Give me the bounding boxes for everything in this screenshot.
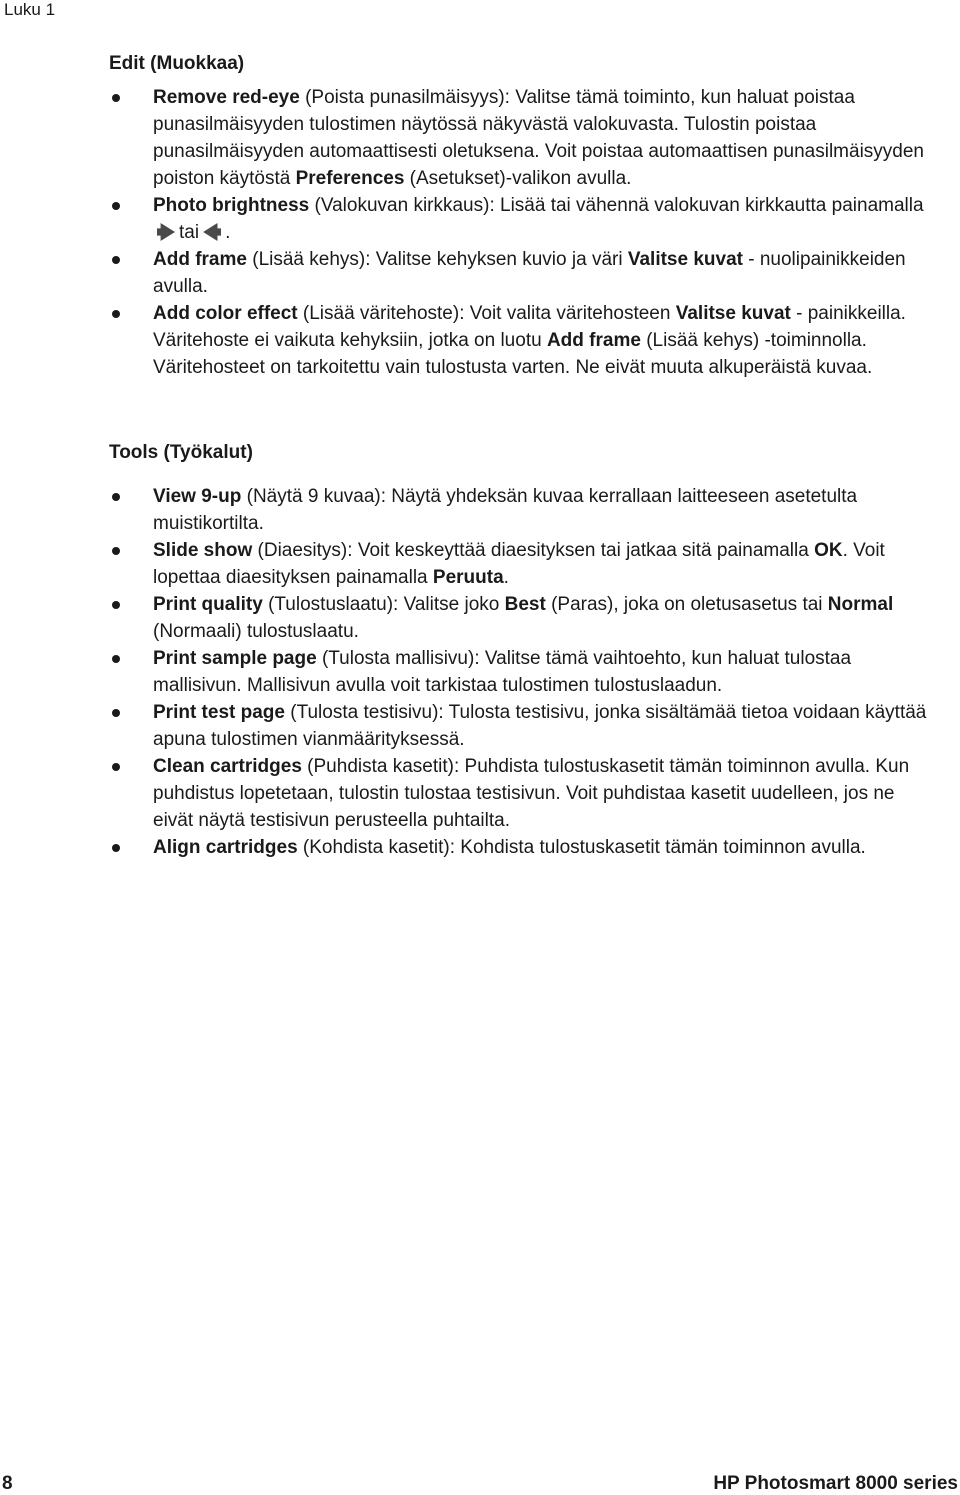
edit-heading: Edit (Muokkaa) — [109, 53, 245, 74]
term: Valitse kuvat — [675, 303, 791, 324]
bullet-icon — [112, 493, 120, 501]
right-arrow-icon — [157, 223, 175, 241]
term: OK — [814, 540, 843, 561]
bullet-icon — [112, 601, 120, 609]
description: (Kohdista kasetit): Kohdista tulostuskasetit tämän toiminnon avulla. — [297, 837, 866, 858]
description: (Paras), joka on oletusasetus tai — [545, 594, 828, 615]
list-item-view-9-up — [109, 483, 939, 537]
chapter-label: Luku 1 — [4, 0, 56, 19]
list-item-remove-red-eye — [109, 84, 939, 192]
term: Valitse kuvat — [627, 249, 743, 270]
term: Add color effect — [153, 303, 298, 324]
term: Normal — [827, 594, 894, 615]
term: Print sample page — [153, 648, 317, 669]
description: - painikkeilla. Väritehoste ei vaikuta kehyksiin, jotka on luotu — [153, 303, 906, 351]
description: (Lisää väritehoste): Voit valita väritehosteen — [297, 303, 676, 324]
description: (Puhdista kasetit): Puhdista tulostuskasetit tämän toiminnon avulla. Kun puhdistus lopetetaan, tulostin tulostaa testisivun. Voit puhdistaa kasetit uudelleen, jos ne eivät näytä testisivun perusteella puhtailta. — [153, 756, 910, 831]
description: . — [503, 567, 509, 588]
tools-list — [109, 483, 939, 861]
list-item-print-sample-page — [109, 645, 939, 699]
term: Photo brightness — [153, 195, 310, 216]
bullet-icon — [112, 310, 120, 318]
term: Print test page — [153, 702, 285, 723]
bullet-icon — [112, 709, 120, 717]
edit-list — [109, 84, 939, 381]
bullet-icon — [112, 763, 120, 771]
description: (Tulosta mallisivu): Valitse tämä vaihtoehto, kun haluat tulostaa mallisivun. Mallisivun avulla voit tarkistaa tulostimen tulostuslaadun. — [153, 648, 852, 696]
list-item-clean-cartridges — [109, 753, 939, 834]
page-number: 8 — [2, 1473, 13, 1494]
term: Preferences — [295, 168, 405, 189]
description: . — [225, 222, 231, 243]
list-item-slide-show — [109, 537, 939, 591]
description: (Asetukset)-valikon avulla. — [404, 168, 632, 189]
left-arrow-icon — [203, 223, 221, 241]
bullet-icon — [112, 547, 120, 555]
edit-section — [109, 52, 939, 381]
term: Print quality — [153, 594, 263, 615]
description: (Diaesitys): Voit keskeyttää diaesityksen tai jatkaa sitä painamalla — [252, 540, 815, 561]
term: View 9-up — [153, 486, 242, 507]
description: (Tulostuslaatu): Valitse joko — [262, 594, 505, 615]
description: (Valokuvan kirkkaus): Lisää tai vähennä valokuvan kirkkautta painamalla — [309, 195, 924, 216]
list-item-align-cartridges — [109, 834, 939, 861]
term: Best — [504, 594, 546, 615]
description: . Voit lopettaa diaesityksen painamalla — [153, 540, 885, 588]
description: (Lisää kehys): Valitse kehyksen kuvio ja väri — [246, 249, 628, 270]
term: Add frame — [546, 330, 641, 351]
list-item-add-frame — [109, 246, 939, 300]
bullet-icon — [112, 655, 120, 663]
term: Slide show — [153, 540, 253, 561]
footer-title: HP Photosmart 8000 series — [713, 1473, 958, 1494]
list-item-print-test-page — [109, 699, 939, 753]
list-item-add-color-effect — [109, 300, 939, 381]
bullet-icon — [112, 94, 120, 102]
description: (Normaali) tulostuslaatu. — [153, 621, 359, 642]
term: Peruuta — [432, 567, 504, 588]
term: Clean cartridges — [153, 756, 302, 777]
bullet-icon — [112, 256, 120, 264]
description: (Lisää kehys) -toiminnolla. Väritehosteet on tarkoitettu vain tulostusta varten. Ne eivät muuta alkuperäistä kuvaa. — [153, 330, 873, 378]
description: - nuolipainikkeiden avulla. — [153, 249, 906, 297]
bullet-icon — [112, 202, 120, 210]
term: Remove red-eye — [153, 87, 300, 108]
description: (Tulosta testisivu): Tulosta testisivu, jonka sisältämää tietoa voidaan käyttää apuna tulostimen vianmäärityksessä. — [153, 702, 927, 750]
tools-heading: Tools (Työkalut) — [109, 442, 253, 463]
term: Align cartridges — [153, 837, 298, 858]
bullet-icon — [112, 844, 120, 852]
term: Add frame — [153, 249, 247, 270]
description: tai — [179, 222, 200, 243]
description: (Poista punasilmäisyys): Valitse tämä toiminto, kun haluat poistaa punasilmäisyyden tulostimen näytössä näkyvästä valokuvasta. Tulostin poistaa punasilmäisyyden automaattisesti oletuksena. Voit poistaa automaattisen punasilmäisyyden poiston käytöstä — [153, 87, 925, 189]
tools-section — [109, 441, 939, 861]
list-item-print-quality — [109, 591, 939, 645]
list-item-photo-brightness — [109, 192, 939, 246]
description: (Näytä 9 kuvaa): Näytä yhdeksän kuvaa kerrallaan laitteeseen asetetulta muistikortilta. — [153, 486, 858, 534]
